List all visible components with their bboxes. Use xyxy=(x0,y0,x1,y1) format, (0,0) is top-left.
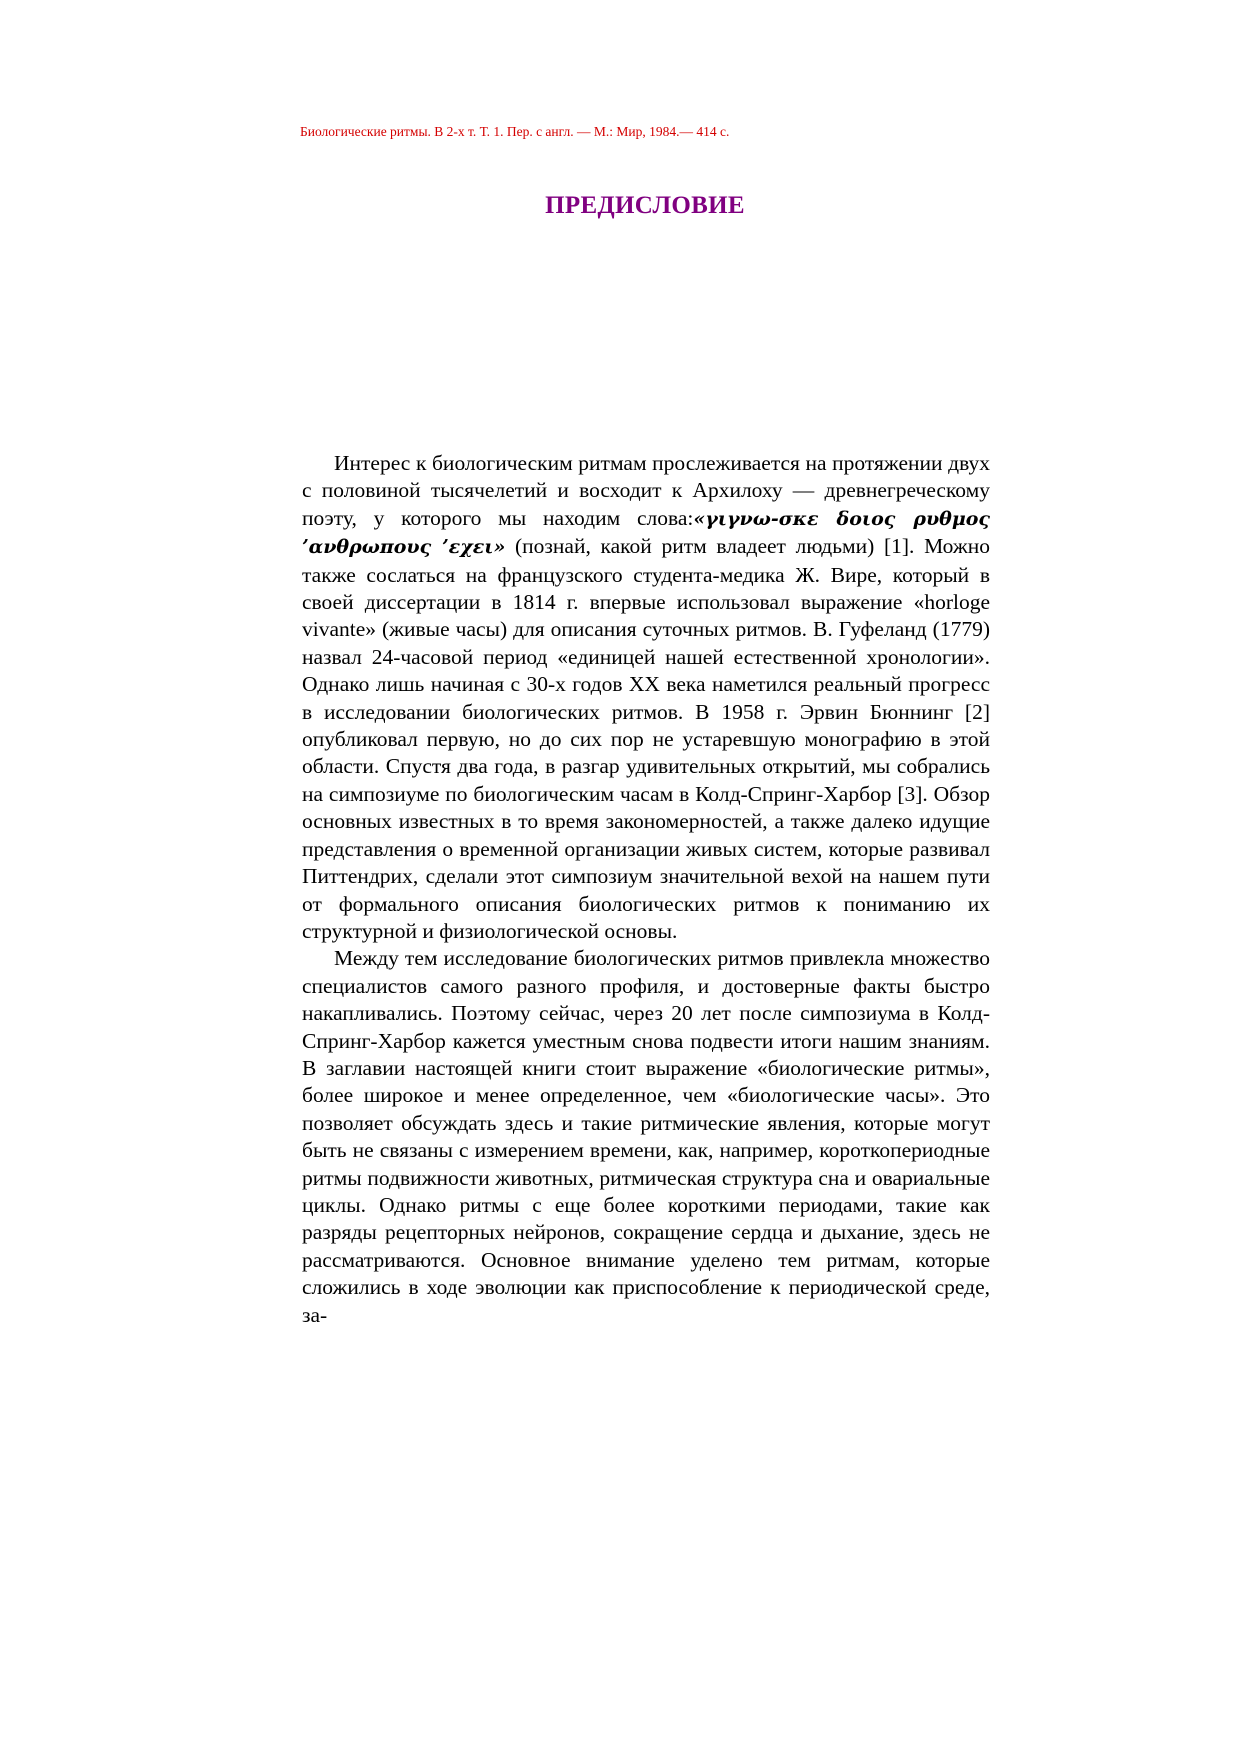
page-title: ПРЕДИСЛОВИЕ xyxy=(545,192,745,219)
book-citation-header: Биологические ритмы. В 2-х т. Т. 1. Пер. с англ. — М.: Мир, 1984.— 414 с. xyxy=(300,124,730,139)
preface-body xyxy=(302,450,990,1329)
paragraph-2: Между тем исследование биологических ритмов привлекла множество специалистов самого разного профиля, и достоверные факты быстро накапливались. Поэтому сейчас, через 20 лет после симпозиума в Колд-Спринг-Харбор кажется уместным снова подвести итоги нашим знаниям. В заглавии настоящей книги стоит выражение «биологические ритмы», более широкое и менее определенное, чем «биологические часы». Это позволяет обсуждать здесь и такие ритмические явления, которые могут быть не связаны с измерением времени, как, например, короткопериодные ритмы подвижности животных, ритмическая структура сна и овариальные циклы. Однако ритмы с еще более короткими периодами, такие как разряды рецепторных нейронов, сокращение сердца и дыхание, здесь не рассматриваются. Основное внимание уделено тем ритмам, которые сложились в ходе эволюции как приспособление к периодической среде, за- xyxy=(302,946,990,1327)
paragraph-1-rest: (познай, какой ритм владеет людьми) [1]. Можно также сослаться на французского студента-медика Ж. Вире, который в своей диссертации в 1814 г. впервые использовал выражение «horloge vivante» (живые часы) для описания суточных ритмов. В. Гуфеланд (1779) назвал 24-часовой период «единицей нашей естественной хронологии». Однако лишь начиная с 30-х годов XX века наметился реальный прогресс в исследовании биологических ритмов. В 1958 г. Эрвин Бюннинг [2] опубликовал первую, но до сих пор не устаревшую монографию в этой области. Спустя два года, в разгар удивительных открытий, мы собрались на симпозиуме по биологическим часам в Колд-Спринг-Харбор [3]. Обзор основных известных в то время закономерностей, а также далеко идущие представления о временной организации живых систем, которые развивал Питтендрих, сделали этот симпозиум значительной вехой на нашем пути от формального описания биологических ритмов к пониманию их структурной и физиологической основы. xyxy=(302,534,990,943)
paragraph-1 xyxy=(302,450,990,945)
greek-quote: «γιγνω-σκε δοιος ρυθμος ʼανθρωπους ʼεχει» xyxy=(302,507,990,559)
paragraph-1-intro: Интерес к биологическим ритмам прослеживается на протяжении двух с половиной тысячелетий и восходит к Архилоху — древнегреческому поэту, у которого мы находим слова: xyxy=(302,451,990,530)
